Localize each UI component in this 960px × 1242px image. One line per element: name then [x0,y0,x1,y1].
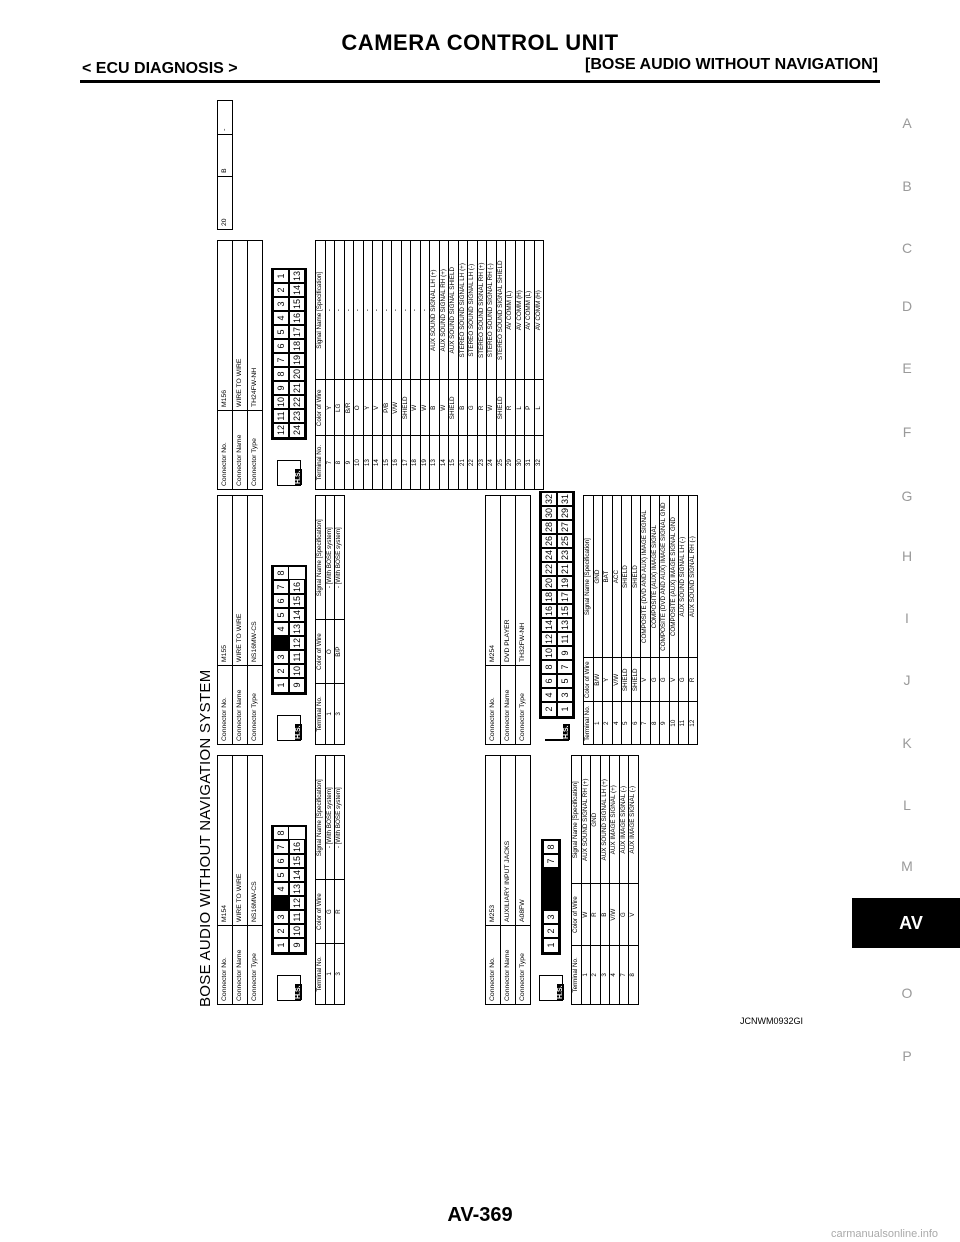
table-row: 14 V - [373,241,383,490]
harness-side-icon [539,975,563,1001]
table-row: 13 B AUX SOUND SIGNAL LH (+) [430,241,440,490]
connector-pin: 18 [289,338,305,354]
connector-pin: 14 [289,607,305,623]
table-row: 15 P/B - [382,241,392,490]
connector-pin-grid [541,839,561,955]
table-row: 6 SHIELD SHIELD [631,496,641,745]
connector-pin: 22 [289,394,305,410]
table-row: 1 O - [With BOSE system] [325,496,335,745]
side-index-letter[interactable]: E [902,360,912,376]
harness-side-icon [545,739,569,741]
connector-pin: 4 [273,310,289,326]
side-index-letter[interactable]: L [903,797,911,813]
connector-no: M253 [486,756,501,926]
connector-pin: 9 [557,645,573,661]
connector-pin: 3 [557,687,573,703]
table-row: 21 B STEREO SOUND SIGNAL LH (+) [458,241,468,490]
connector-pin: 23 [289,408,305,424]
subsection-label: [BOSE AUDIO WITHOUT NAVIGATION] [584,56,878,73]
table-row: 14 W AUX SOUND SIGNAL RH (+) [439,241,449,490]
table-row: 8 V AUX IMAGE SIGNAL (-) [629,756,639,1005]
side-index-letter[interactable]: J [903,672,911,688]
table-row: 7 V COMPOSITE (DVD AND AUX) IMAGE SIGNAL [641,496,651,745]
connector-pin: 3 [543,909,559,925]
connector-block [485,755,639,1005]
connector-pin: 10 [541,645,557,661]
connector-pin: 16 [541,603,557,619]
connector-block [485,495,698,745]
connector-pin: 9 [289,677,305,693]
connector-type: TH32FW-NH [516,496,531,666]
terminal-table: Terminal No. Color of Wire Signal Name [Specification] 1 O - [With BOSE system] 3 B/P - [With BOSE system] [315,495,345,745]
table-row: 18 W - [411,241,421,490]
connector-pin: 24 [289,422,305,438]
connector-type: TH24FW-NH [248,241,263,411]
connector-type: A08FW [516,756,531,926]
connector-name: WIRE TO WIRE [233,756,248,926]
connector-pin: 15 [557,603,573,619]
connector-pin: 8 [273,366,289,382]
connector-name: WIRE TO WIRE [233,496,248,666]
connector-pin: 23 [557,547,573,563]
connector-pin: 4 [541,687,557,703]
table-row: 11 G AUX SOUND SIGNAL LH (-) [679,496,689,745]
connector-pin: 1 [273,268,289,284]
connector-pin: 27 [557,519,573,535]
connector-pin: 7 [557,659,573,675]
section-label: < ECU DIAGNOSIS > [82,60,238,77]
connector-pin: 2 [273,923,289,939]
side-index-letter[interactable]: M [901,858,913,874]
connector-pin: 6 [273,338,289,354]
table-row: 1 B/W GND [593,496,603,745]
connector-pin: 30 [541,505,557,521]
page-title: CAMERA CONTROL UNIT [341,30,619,55]
connector-pin: 13 [289,621,305,637]
side-index-letter[interactable]: P [902,1048,912,1064]
table-row: 4 V/W AUX IMAGE SIGNAL (+) [610,756,620,1005]
side-index-letter[interactable]: K [902,735,912,751]
connector-pin: 2 [273,663,289,679]
connector-block [217,240,544,490]
table-row: 30 L AV COMM (H) [515,241,525,490]
connector-continuation [217,100,233,230]
side-index-letter[interactable]: B [902,178,912,194]
table-row: 24 W STEREO SOUND SIGNAL RH (-) [487,241,497,490]
connector-pin: 8 [543,839,559,855]
connector-pin: 1 [543,937,559,953]
figure-id: JCNWM0932GI [740,1016,804,1026]
table-row: 1 G - [With BOSE system] [325,756,335,1005]
table-row: 3 B AUX SOUND SIGNAL LH (+) [600,756,610,1005]
table-row: 22 G STEREO SOUND SIGNAL LH (-) [468,241,478,490]
connector-pin: 4 [273,881,289,897]
connector-pin-blank [543,867,559,883]
connector-pin: 21 [557,561,573,577]
watermark: carmanualsonline.info [830,1228,938,1240]
figure-title: BOSE AUDIO WITHOUT NAVIGATION SYSTEM [197,669,214,1007]
connector-pin: 12 [289,635,305,651]
connector-pin: 16 [289,310,305,326]
connector-name: AUXILIARY INPUT JACKS [501,756,516,926]
connector-pin: 15 [289,853,305,869]
table-row: 5 SHIELD SHIELD [622,496,632,745]
connector-pin: 21 [289,380,305,396]
table-row: 25 SHIELD STEREO SOUND SIGNAL SHIELD [496,241,506,490]
connector-pin: 8 [541,659,557,675]
connector-pin: 9 [273,380,289,396]
connector-pin: 11 [289,909,305,925]
table-row: 2 Y BAT [603,496,613,745]
connector-pin: 20 [289,366,305,382]
connector-pin: 2 [273,282,289,298]
connector-info-table: Connector No. M254 Connector Name DVD PLAYER Connector Type TH32FW-NH [485,495,531,745]
connector-info-table: Connector No. M253 Connector Name AUXILIARY INPUT JACKS Connector Type A08FW [485,755,531,1005]
table-row: 15 SHIELD AUX SOUND SIGNAL SHIELD [449,241,459,490]
connector-pin: 22 [541,561,557,577]
table-row: 1 W AUX SOUND SIGNAL RH (+) [581,756,591,1005]
connector-no: M154 [218,756,233,926]
connector-pin: 29 [557,505,573,521]
connector-pin: 20 [541,575,557,591]
connector-pin: 25 [557,533,573,549]
terminal-table: Terminal No. Color of Wire Signal Name [Specification] 1 B/W GND 2 Y BAT 4 V/W ACC 5 SHIELD SHIELD 6 SHIELD SHIELD 7 V COMPOSITE (DVD AND AUX) IMAGE SIGNAL 8 G COMPOSITE (AUX) IMAGE SIGNAL 9 G COMPOSITE (DVD AND AUX) IMAGE SIGNAL GND 10 V COMPOSITE (AUX) IMAGE SIGNAL GND 11 G AUX SOUND SIGNAL LH (-) 12 R AUX SOUND SIGNAL RH (-) [583,495,698,745]
connector-pin-grid [271,825,307,955]
connector-pin: 16 [289,839,305,855]
connector-pin: 6 [541,673,557,689]
connector-pin-blank [543,895,559,911]
side-index-letter[interactable]: A [902,115,912,131]
table-row: 12 R AUX SOUND SIGNAL RH (-) [688,496,698,745]
table-row: 17 SHIELD - [401,241,411,490]
connector-pin: 8 [273,565,289,581]
harness-side-icon [277,975,301,1001]
table-row: 16 V/W - [392,241,402,490]
table-row: 19 W - [420,241,430,490]
connector-type: NS16MW-CS [248,496,263,666]
table-row: 10 O - [354,241,364,490]
connector-pin: 16 [289,579,305,595]
connector-pin-blank [543,881,559,897]
connector-pin: 31 [557,491,573,507]
table-row: 4 V/W ACC [612,496,622,745]
harness-side-icon [277,460,301,486]
connector-pin: 3 [273,296,289,312]
terminal-table: Terminal No. Color of Wire Signal Name [Specification] 1 W AUX SOUND SIGNAL RH (+) 2 R GND 3 B AUX SOUND SIGNAL LH (+) 4 V/W AUX IMAGE SIGNAL (+) 7 G AUX IMAGE SIGNAL (-) 8 V AUX IMAGE SIGNAL (-) [571,755,639,1005]
table-row: 8 G COMPOSITE (AUX) IMAGE SIGNAL [650,496,660,745]
connector-pin: 12 [273,422,289,438]
connector-pin: 17 [289,324,305,340]
table-row: 23 R STEREO SOUND SIGNAL RH (+) [477,241,487,490]
table-row: 13 Y - [363,241,373,490]
table-row: 3 R - [With BOSE system] [335,756,345,1005]
connector-pin: 9 [289,937,305,953]
connector-pin: 13 [289,268,305,284]
wiring-figure [195,95,840,1015]
connector-diagram [539,495,575,741]
connector-pin: 11 [289,649,305,665]
connector-pin: 6 [273,853,289,869]
connector-pin: 8 [273,825,289,841]
connector-block [217,755,345,1005]
connector-pin: 1 [557,701,573,717]
side-index-letter[interactable]: H [901,548,913,564]
connector-pin-blank [273,895,289,911]
connector-pin: 4 [273,621,289,637]
page-number: AV-369 [447,1204,513,1226]
connector-diagram [539,755,563,1001]
connector-pin: 15 [289,593,305,609]
connector-pin: 11 [273,408,289,424]
table-row: 7 G AUX IMAGE SIGNAL (-) [619,756,629,1005]
connector-pin: 5 [273,324,289,340]
table-row: 9 G COMPOSITE (DVD AND AUX) IMAGE SIGNAL GND [660,496,670,745]
connector-no: M254 [486,496,501,666]
connector-pin: 7 [273,839,289,855]
terminal-table: Terminal No. Color of Wire Signal Name [Specification] 1 G - [With BOSE system] 3 R - [With BOSE system] [315,755,345,1005]
connector-pin: 12 [289,895,305,911]
connector-pin: 24 [541,547,557,563]
side-index-active-tab[interactable]: AV [852,898,960,948]
connector-pin: 19 [289,352,305,368]
connector-name: WIRE TO WIRE [233,241,248,411]
connector-diagram [271,240,307,486]
connector-pin: 10 [273,394,289,410]
connector-pin-grid [271,268,307,440]
table-row: 8 LG - [335,241,345,490]
connector-block [217,495,345,745]
connector-pin: 3 [273,649,289,665]
side-index [896,0,960,1242]
table-row: 20 B - [218,101,233,230]
connector-pin: 6 [273,593,289,609]
connector-pin: 2 [541,701,557,717]
connector-pin: 5 [273,607,289,623]
connector-pin: 28 [541,519,557,535]
connector-pin-grid [271,565,307,695]
connector-pin: 19 [557,575,573,591]
connector-pin: 5 [273,867,289,883]
table-row: 10 V COMPOSITE (AUX) IMAGE SIGNAL GND [669,496,679,745]
connector-info-table: Connector No. M154 Connector Name WIRE TO WIRE Connector Type NS16MW-CS [217,755,263,1005]
connector-pin: 32 [541,491,557,507]
connector-pin: 7 [273,579,289,595]
connector-pin: 11 [557,631,573,647]
table-row: 3 B/P - [With BOSE system] [335,496,345,745]
table-row: 29 R AV COMM (L) [506,241,516,490]
connector-name: DVD PLAYER [501,496,516,666]
wiring-figure-rotated [195,95,840,1015]
connector-pin: 7 [543,853,559,869]
connector-info-table: Connector No. M156 Connector Name WIRE TO WIRE Connector Type TH24FW-NH [217,240,263,490]
connector-pin: 13 [289,881,305,897]
side-index-letter[interactable]: C [901,240,913,256]
connector-pin: 13 [557,617,573,633]
connector-pin: 12 [541,631,557,647]
connector-pin: 15 [289,296,305,312]
connector-no: M155 [218,496,233,666]
connector-pin: 7 [273,352,289,368]
connector-diagram [271,755,307,1001]
table-row: 9 B/R - [344,241,354,490]
terminal-table: Terminal No. Color of Wire Signal Name [Specification] 7 Y - 8 LG - 9 B/R - 10 O - 13 Y - 14 V - 15 P/B - 16 V/W - 17 SHIELD - 18 W - 19 W - 13 B AUX SOUND SIGNAL LH (+) 14 W AUX SOUND SIGNAL RH (+) 15 SHIELD AUX SOUND SIGNAL SHIELD 21 B STEREO SOUND SIGNAL LH (+) 22 G STEREO SOUND SIGNAL LH (-) 23 R STEREO SOUND SIGNAL RH (+) 24 W STEREO SOUND SIGNAL RH (-) 25 SHIELD STEREO SOUND SIGNAL SHIELD 29 R AV COMM (L) 30 L AV COMM (H) 31 P AV COMM (L) 32 L AV COMM (H) [315,240,544,490]
connector-pin: 3 [273,909,289,925]
side-index-letter[interactable]: I [905,610,909,626]
side-index-letter[interactable]: F [902,424,912,440]
side-index-letter[interactable]: G [901,488,913,504]
table-row: 7 Y - [325,241,335,490]
connector-pin: 14 [289,867,305,883]
connector-pin: 1 [273,937,289,953]
connector-pin: 26 [541,533,557,549]
connector-info-table: Connector No. M155 Connector Name WIRE TO WIRE Connector Type NS16MW-CS [217,495,263,745]
connector-pin: 5 [557,673,573,689]
connector-pin: 14 [289,282,305,298]
connector-no: M156 [218,241,233,411]
connector-pin: 10 [289,663,305,679]
connector-pin: 1 [273,677,289,693]
connector-pin-grid [539,491,575,719]
side-index-letter[interactable]: D [901,298,913,314]
table-row: 32 L AV COMM (H) [534,241,544,490]
side-index-letter[interactable]: O [901,985,913,1001]
connector-type: NS16MW-CS [248,756,263,926]
table-row: 2 R GND [591,756,601,1005]
connector-pin: 18 [541,589,557,605]
connector-pin-blank [273,635,289,651]
connector-diagram [271,495,307,741]
connector-pin: 17 [557,589,573,605]
connector-pin: 2 [543,923,559,939]
header-rule [80,80,880,83]
harness-side-icon [277,715,301,741]
connector-pin: 14 [541,617,557,633]
connector-pin: 10 [289,923,305,939]
table-row: 31 P AV COMM (L) [525,241,535,490]
